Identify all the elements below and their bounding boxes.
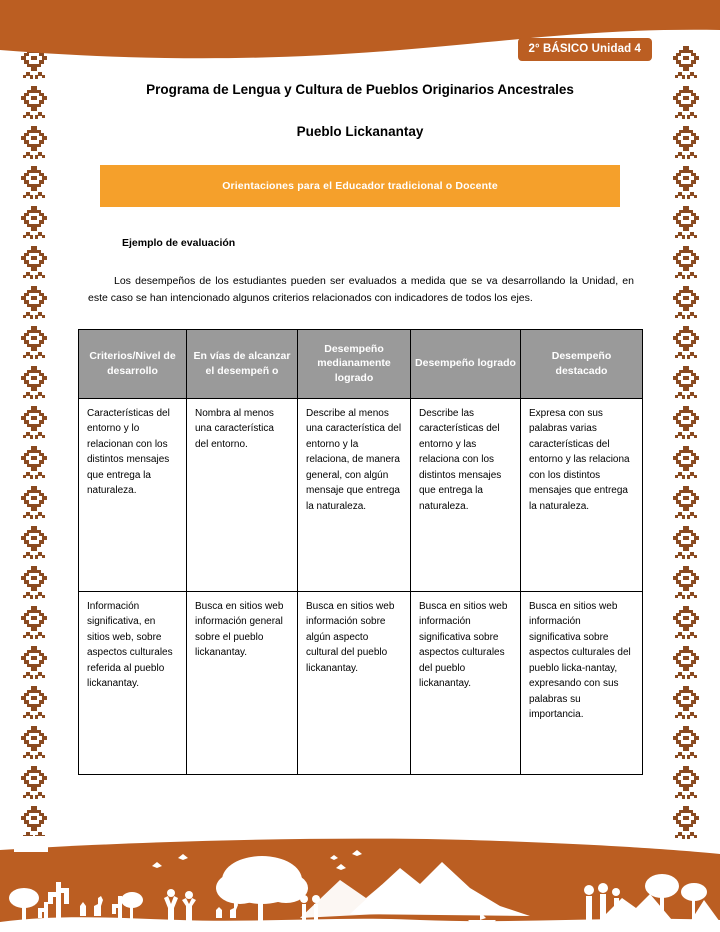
left-border-pattern-icon xyxy=(14,44,54,844)
orientations-banner-label: Orientaciones para el Educador tradicional o Docente xyxy=(222,179,498,192)
section-heading: Ejemplo de evaluación xyxy=(122,236,236,249)
table-cell: Nombra al menos una característica del entorno. xyxy=(187,398,298,591)
table-cell: Describe al menos una característica del entorno y la relaciona, de manera general, con algún mensaje que entrega la naturaleza. xyxy=(298,398,411,591)
grade-unit-badge: 2° BÁSICO Unidad 4 xyxy=(518,38,652,61)
top-banner-decoration xyxy=(0,0,720,72)
bottom-landscape-illustration xyxy=(0,836,720,932)
table-cell: Busca en sitios web información significativa sobre aspectos culturales del pueblo lickanantay. xyxy=(411,591,521,774)
table-cell: Busca en sitios web información significativa sobre aspectos culturales del pueblo licka-nantay, expresando con sus palabras su importancia. xyxy=(521,591,643,774)
page-content xyxy=(78,80,642,775)
table-header-cell: Desempeño destacado xyxy=(521,329,643,398)
table-cell: Expresa con sus palabras varias características del entorno y las relaciona con los distintos mensajes que entrega la naturaleza. xyxy=(521,398,643,591)
page-title: Programa de Lengua y Cultura de Pueblos Originarios Ancestrales xyxy=(146,82,574,97)
table-header-cell: Criterios/Nivel de desarrollo xyxy=(79,329,187,398)
page-subtitle: Pueblo Lickanantay xyxy=(296,124,424,140)
intro-paragraph: Los desempeños de los estudiantes pueden ser evaluados a medida que se va desarrollando la Unidad, en este caso se han intencionado algunos criterios relacionados con indicadores de todos los ejes. xyxy=(88,274,634,304)
orientations-banner xyxy=(100,165,620,207)
table-header-row xyxy=(79,329,643,398)
table-row xyxy=(79,398,643,591)
table-cell: Busca en sitios web información sobre algún aspecto cultural del pueblo lickanantay. xyxy=(298,591,411,774)
table-header-cell: En vías de alcanzar el desempeñ o xyxy=(187,329,298,398)
right-border-pattern-icon xyxy=(666,44,706,844)
table-cell: Información significativa, en sitios web, sobre aspectos culturales referida al pueblo lickanantay. xyxy=(79,591,187,774)
table-cell: Describe las características del entorno y las relaciona con los distintos mensajes que entrega la naturaleza. xyxy=(411,398,521,591)
table-header-cell: Desempeño medianamente logrado xyxy=(298,329,411,398)
evaluation-rubric-table xyxy=(78,329,643,775)
table-cell: Busca en sitios web información general sobre el pueblo lickanantay. xyxy=(187,591,298,774)
table-cell: Características del entorno y lo relacionan con los distintos mensajes que entrega la naturaleza. xyxy=(79,398,187,591)
table-header-cell: Desempeño logrado xyxy=(411,329,521,398)
table-row xyxy=(79,591,643,774)
